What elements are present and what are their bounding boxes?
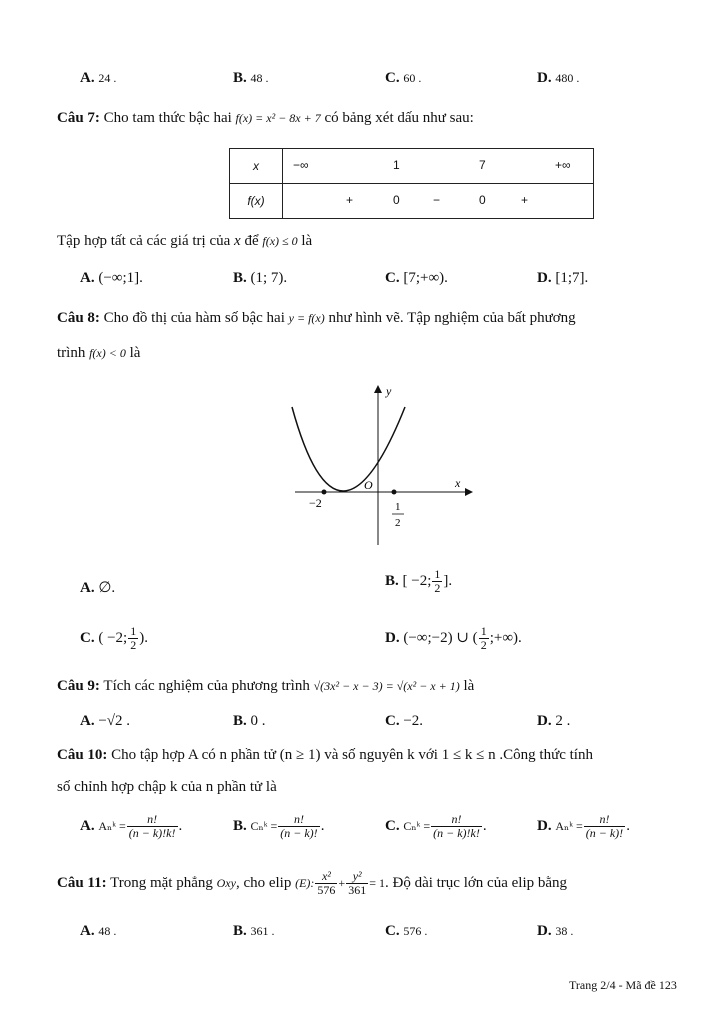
sign-table-f-header: f(x) (230, 184, 283, 219)
sign-table-x-value: −∞ (293, 158, 309, 172)
q9-option-d: D. 2 . (537, 713, 571, 729)
q10-option-d: D. Aₙᵏ = $\frac{n!}{(n - k)!}$ . (537, 812, 630, 840)
root-right-point (392, 490, 397, 495)
q6-option-c: C. 60 . (385, 70, 422, 86)
sign-table-f-value: − (433, 193, 441, 207)
x-axis-arrow (465, 488, 473, 496)
q8-option-d: D. (−∞;−2) ∪ ( $\frac{1}{2}$ ;+∞). (385, 624, 522, 652)
root-right-num: 1 (395, 501, 401, 513)
q10-stem-line2: số chỉnh hợp chập k của n phần tử là (57, 779, 277, 795)
q11-option-c: C. 576 . (385, 923, 428, 939)
q8-stem-line2: trình f(x) < 0 là (57, 345, 141, 361)
q11-option-b: B. 361 . (233, 923, 275, 939)
q9-option-b: B. 0 . (233, 713, 266, 729)
sign-table-f-value: 0 (479, 193, 486, 207)
root-right-den: 2 (395, 517, 401, 529)
q7-option-b: B. (1; 7). (233, 270, 288, 286)
q7-option-a: A. (−∞;1]. (80, 270, 143, 286)
q10-stem-line1: Câu 10: Cho tập hợp A có n phần tử (n ≥ 1) và số nguyên k với 1 ≤ k ≤ n .Công thức tính (57, 747, 593, 763)
q7-question: Tập hợp tất cả các giá trị của x để f(x) ≤ 0 là (57, 233, 313, 249)
q11-stem: Câu 11: Trong mặt phẳng Oxy, cho elip (E): $\frac{\text{x²}}{576}$ + $\frac{\text{y²}}{361}$ = 1. Độ dài trục lớn của elip bằng (57, 869, 568, 897)
q6-option-d: D. 480 . (537, 70, 580, 86)
parabola-curve (292, 407, 405, 491)
sign-table-x-value: 7 (479, 158, 486, 172)
q8-option-a: A. ∅. (80, 580, 116, 596)
q8-option-c: C. ( −2; $\frac{1}{2}$ ). (80, 624, 148, 652)
q7-option-d: D. [1;7]. (537, 270, 589, 286)
origin-label: O (364, 478, 373, 492)
q8-stem-line1: Câu 8: Cho đồ thị của hàm số bậc hai y = f(x) như hình vẽ. Tập nghiệm của bất phương (57, 310, 576, 326)
sign-table-x-value: 1 (393, 158, 400, 172)
sign-table-x-header: x (230, 149, 283, 184)
q9-option-c: C. −2. (385, 713, 424, 729)
sign-table-f-value: + (521, 193, 529, 207)
sign-table (229, 148, 594, 219)
q9-option-a: A. −√2 . (80, 713, 131, 729)
root-left-point (322, 490, 327, 495)
q7-stem: Câu 7: Cho tam thức bậc hai f(x) = x² − 8x + 7 có bảng xét dấu như sau: (57, 110, 474, 126)
sign-table-f-value: + (346, 193, 354, 207)
sign-table-f-value: 0 (393, 193, 400, 207)
q9-stem: Câu 9: Tích các nghiệm của phương trình √(3x² − x − 3) = √(x² − x + 1) là (57, 678, 475, 694)
q10-option-c: C. Cₙᵏ = $\frac{n!}{(n - k)!k!}$ . (385, 812, 487, 840)
y-axis-label: y (386, 384, 392, 398)
q6-option-b: B. 48 . (233, 70, 269, 86)
q11-option-d: D. 38 . (537, 923, 574, 939)
x-axis-label: x (455, 476, 461, 490)
y-axis-arrow (374, 385, 382, 393)
page-footer: Trang 2/4 - Mã đề 123 (569, 978, 677, 992)
q10-option-b: B. Cₙᵏ = $\frac{n!}{(n - k)!}$ . (233, 812, 325, 840)
parabola-graph (280, 375, 480, 550)
q6-option-a: A. 24 . (80, 70, 117, 86)
root-left-label: −2 (309, 496, 322, 510)
q10-option-a: A. Aₙᵏ = $\frac{n!}{(n - k)!k!}$ . (80, 812, 183, 840)
sign-table-x-value: +∞ (555, 158, 571, 172)
q7-option-c: C. [7;+∞). (385, 270, 448, 286)
q11-option-a: A. 48 . (80, 923, 117, 939)
q8-option-b: B. [ −2; $\frac{1}{2}$ ]. (385, 567, 453, 595)
